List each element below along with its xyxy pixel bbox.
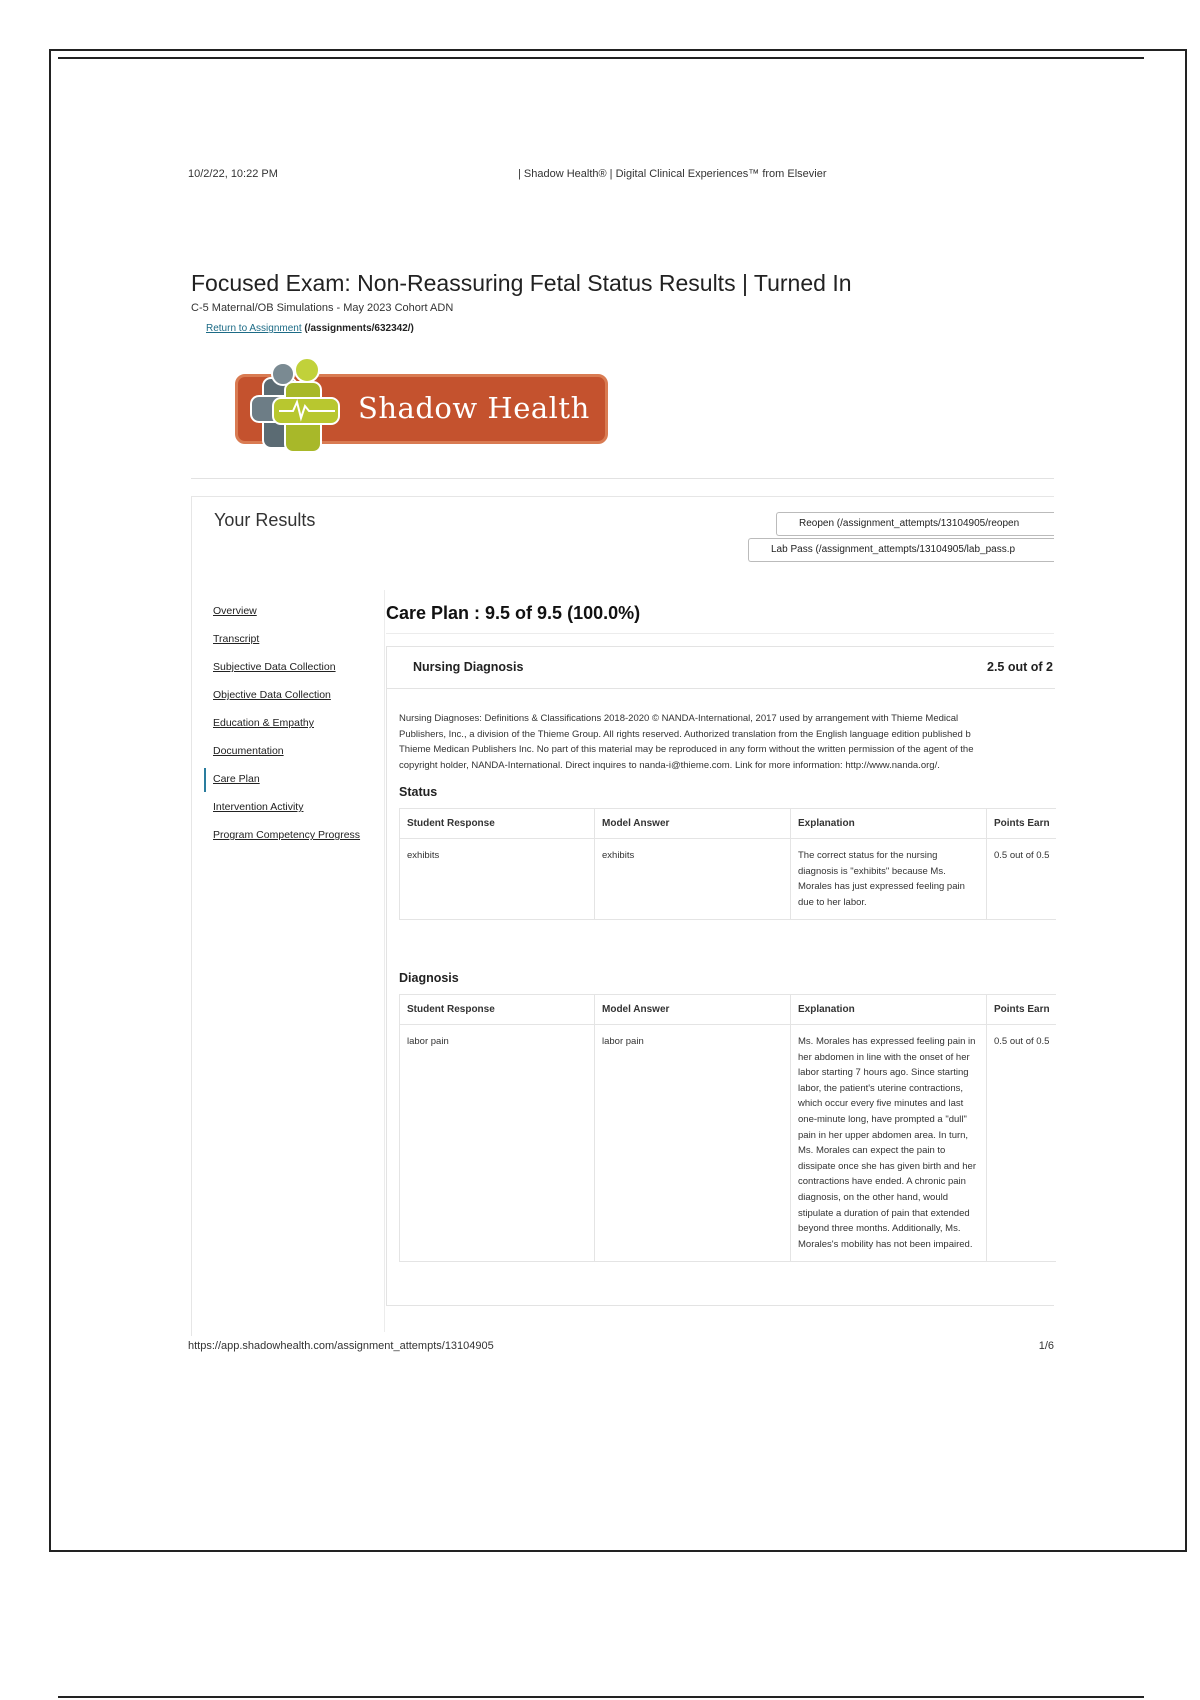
section-header (387, 647, 1055, 689)
care-plan-score-heading: Care Plan : 9.5 of 9.5 (100.0%) (386, 603, 641, 623)
section-title: Nursing Diagnosis (413, 660, 524, 674)
print-page-number: 1/6 (1038, 1340, 1054, 1352)
col-points-earned: Points Earn (987, 995, 1056, 1025)
student-response-cell: exhibits (400, 839, 595, 920)
points-cell: 0.5 out of 0.5 (987, 1025, 1056, 1262)
return-to-assignment-link[interactable] (206, 323, 414, 334)
explanation-cell: The correct status for the nursing diagnosis is "exhibits" because Ms. Morales has just expressed feeling pain due to her labor. (791, 839, 987, 920)
sidebar-item-overview[interactable]: Overview (213, 605, 257, 617)
lab-pass-button[interactable]: Lab Pass (/assignment_attempts/13104905/lab_pass.p (748, 538, 1054, 562)
return-link-path: (/assignments/632342/) (304, 323, 414, 334)
nanda-line: Publishers, Inc., a division of the Thieme Group. All rights reserved. Authorized translation from the English language edition published b (399, 728, 971, 740)
score-divider (386, 633, 1054, 634)
course-subtitle: C-5 Maternal/OB Simulations - May 2023 Cohort ADN (191, 302, 454, 314)
diagnosis-table (399, 994, 1056, 1262)
sidebar-item-education-empathy[interactable]: Education & Empathy (213, 717, 314, 729)
model-answer-cell: labor pain (595, 1025, 791, 1262)
table-header-row (400, 809, 1056, 839)
reopen-button[interactable]: Reopen (/assignment_attempts/13104905/reopen (776, 512, 1054, 536)
sidebar-item-intervention-activity[interactable]: Intervention Activity (213, 801, 304, 813)
points-cell: 0.5 out of 0.5 (987, 839, 1056, 920)
status-table (399, 808, 1056, 920)
sidebar-divider (384, 590, 385, 1332)
sidebar-item-subjective-data[interactable]: Subjective Data Collection (213, 661, 336, 673)
col-model-answer: Model Answer (595, 995, 791, 1025)
results-sidebar-nav (213, 604, 373, 856)
sidebar-item-transcript[interactable]: Transcript (213, 633, 260, 645)
sidebar-item-documentation[interactable]: Documentation (213, 745, 284, 757)
nanda-line: Nursing Diagnoses: Definitions & Classifications 2018-2020 © NANDA-International, 2017 used by arrangement with Thieme Medical (399, 713, 959, 724)
col-explanation: Explanation (791, 995, 987, 1025)
page-title: Focused Exam: Non-Reassuring Fetal Status Results | Turned In (191, 270, 852, 296)
status-subheading: Status (399, 785, 438, 799)
frame-top-rule (58, 57, 1144, 59)
model-answer-cell: exhibits (595, 839, 791, 920)
col-explanation: Explanation (791, 809, 987, 839)
print-datetime: 10/2/22, 10:22 PM (188, 168, 278, 180)
col-model-answer: Model Answer (595, 809, 791, 839)
sidebar-item-care-plan[interactable]: Care Plan (213, 772, 373, 800)
nanda-line: copyright holder, NANDA-International. Direct inquires to nanda-i@thieme.com. Link for more information: http://www.nanda.org/. (399, 759, 940, 771)
explanation-cell: Ms. Morales has expressed feeling pain in her abdomen in line with the onset of her labor starting 7 hours ago. Since starting labor, the patient's uterine contractions, which occur every five minutes and last one-minute long, have prompted a "dull" pain in her upper abdomen area. In turn, Ms. Morales can expect the pain to dissipate once she has given birth and her contractions have ended. A chronic pain diagnosis, on the other hand, would stipulate a duration of pain that extended beyond three months. Additionally, Ms. Morales's mobility has not been impaired. (791, 1025, 987, 1262)
logo-text: Shadow Health (358, 391, 590, 425)
sidebar-item-objective-data[interactable]: Objective Data Collection (213, 689, 331, 701)
tina-figure-icon (249, 356, 349, 458)
col-student-response: Student Response (400, 809, 595, 839)
sidebar-item-competency-progress[interactable]: Program Competency Progress (213, 829, 361, 841)
col-points-earned: Points Earn (987, 809, 1056, 839)
diagnosis-subheading: Diagnosis (399, 971, 459, 985)
section-points: 2.5 out of 2 (987, 660, 1053, 674)
return-link-label[interactable]: Return to Assignment (206, 323, 302, 334)
table-row (400, 1025, 1056, 1262)
divider (191, 478, 1054, 479)
print-url: https://app.shadowhealth.com/assignment_attempts/13104905 (188, 1340, 494, 1352)
nanda-copyright-notice (399, 711, 1055, 773)
bottom-rule (58, 1696, 1144, 1698)
table-row (400, 839, 1056, 920)
shadow-health-logo (235, 356, 608, 458)
nanda-line: Thieme Medican Publishers Inc. No part of this material may be reproduced in any form without the written permission of the agent of the (399, 744, 974, 755)
results-title: Your Results (214, 510, 316, 530)
print-site-title: | Shadow Health® | Digital Clinical Experiences™ from Elsevier (518, 168, 827, 180)
col-student-response: Student Response (400, 995, 595, 1025)
nursing-diagnosis-section (386, 646, 1054, 1306)
table-header-row (400, 995, 1056, 1025)
student-response-cell: labor pain (400, 1025, 595, 1262)
